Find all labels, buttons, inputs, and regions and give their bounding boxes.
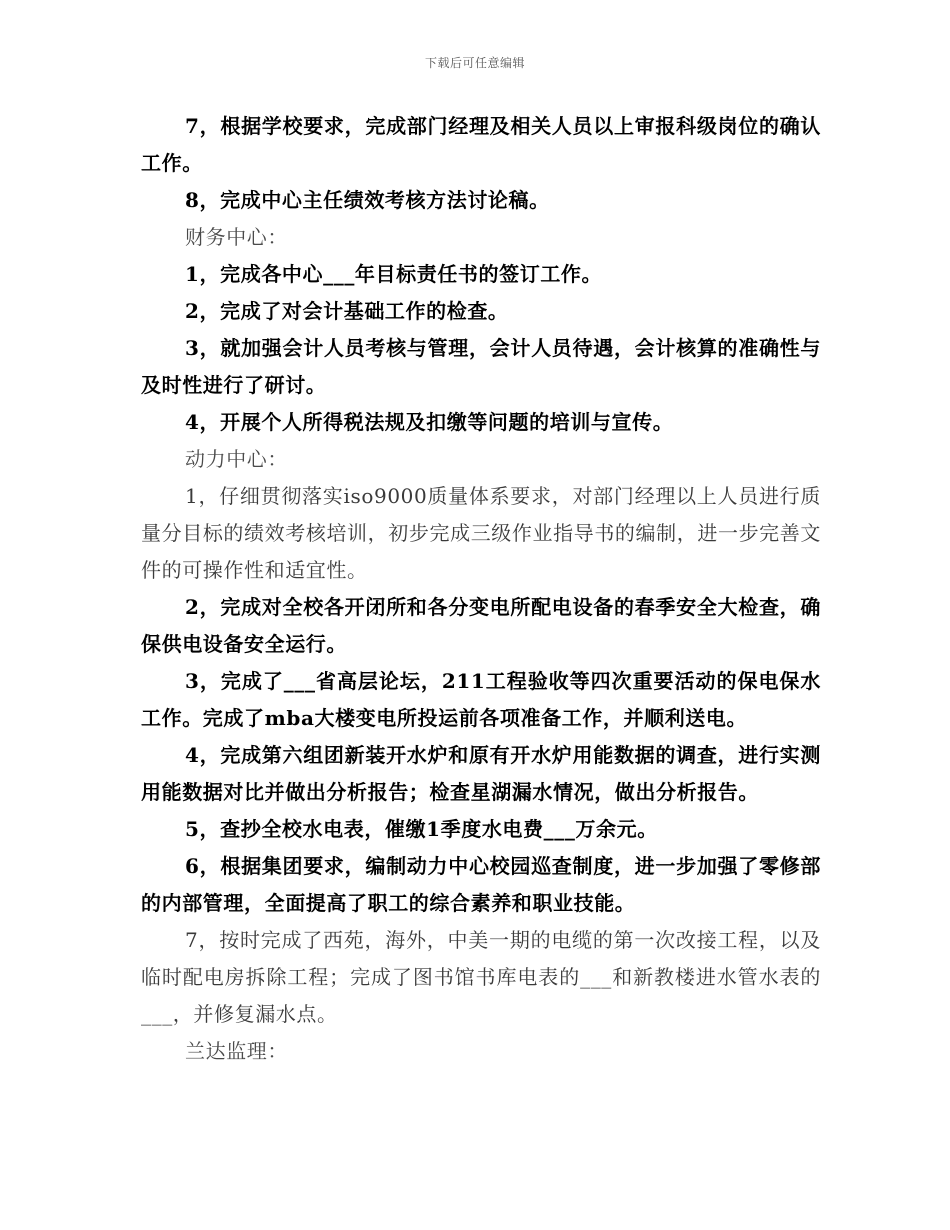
paragraph-finance-3: 3，就加强会计人员考核与管理，会计人员待遇，会计核算的准确性与及时性进行了研讨。 [141,336,821,397]
paragraph-finance-2: 2，完成了对会计基础工作的检查。 [185,299,509,323]
section-heading-finance: 财务中心： [185,225,288,249]
page-header: 下载后可任意编辑 [424,56,525,70]
paragraph-finance-1: 1，完成各中心___年目标责任书的签订工作。 [185,262,603,286]
paragraph-power-6: 6，根据集团要求，编制动力中心校园巡查制度，进一步加强了零修部的内部管理，全面提高了职工的综合素养和职业技能。 [141,854,821,915]
section-heading-power: 动力中心： [185,447,288,471]
paragraph-power-1: 1，仔细贯彻落实iso9000质量体系要求，对部门经理以上人员进行质量分目标的绩效考核培训，初步完成三级作业指导书的编制，进一步完善文件的可操作性和适宜性。 [141,484,821,582]
paragraph-power-5: 5，查抄全校水电表，催缴1季度水电费___万余元。 [185,817,658,841]
paragraph-power-7: 7，按时完成了西苑，海外，中美一期的电缆的第一次改接工程，以及临时配电房拆除工程；完成了图书馆书库电表的___和新教楼进水管水表的___，并修复漏水点。 [141,928,821,1026]
paragraph-power-4: 4，完成第六组团新装开水炉和原有开水炉用能数据的调查，进行实测用能数据对比并做出分析报告；检查星湖漏水情况，做出分析报告。 [141,743,821,804]
paragraph-hr-7: 7，根据学校要求，完成部门经理及相关人员以上审报科级岗位的确认工作。 [141,114,821,175]
section-heading-supervision: 兰达监理： [185,1039,288,1063]
paragraph-power-3: 3，完成了___省高层论坛，211工程验收等四次重要活动的保电保水工作。完成了mba大楼变电所投运前各项准备工作，并顺利送电。 [141,669,821,730]
paragraph-power-2: 2，完成对全校各开闭所和各分变电所配电设备的春季安全大检查，确保供电设备安全运行。 [141,595,821,656]
paragraph-hr-8: 8，完成中心主任绩效考核方法讨论稿。 [185,188,550,212]
document-body [141,108,821,1070]
paragraph-finance-4: 4，开展个人所得税法规及扣缴等问题的培训与宣传。 [185,410,674,434]
